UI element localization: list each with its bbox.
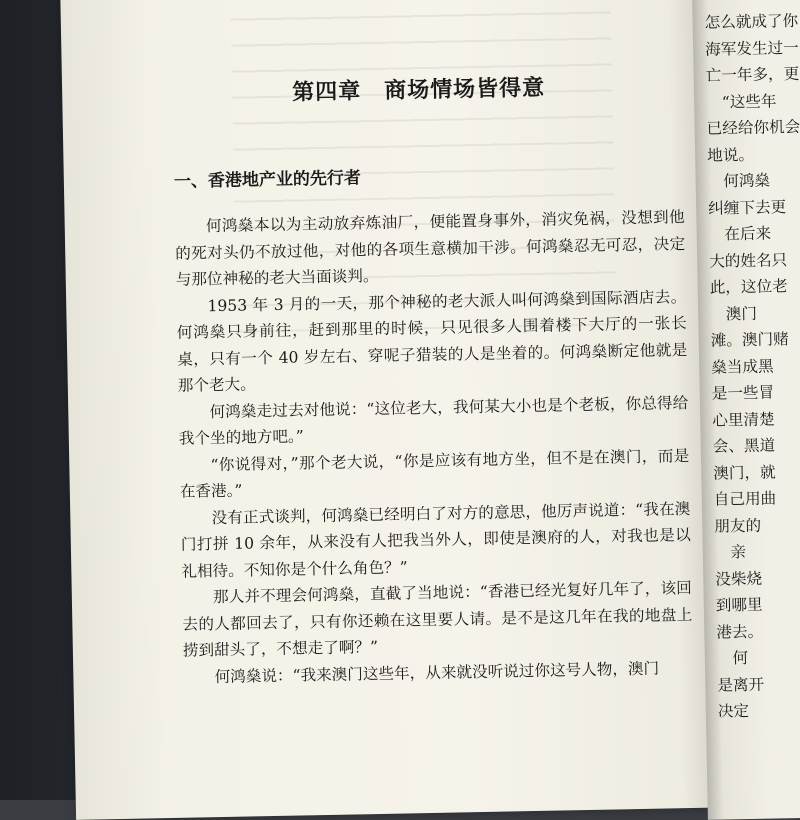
text-line: 自己用曲 xyxy=(713,489,777,509)
text-line: 已经给你机会 xyxy=(706,117,800,138)
section-title: 一、香港地产业的先行者 xyxy=(173,168,362,192)
text-line: 海军发生过一 xyxy=(704,38,799,59)
left-page xyxy=(60,0,736,820)
text-line: 纠缠下去更 xyxy=(708,197,787,218)
text-line: 是一些冒 xyxy=(711,383,775,403)
text-line: 滩。澳门赌 xyxy=(710,330,789,350)
paragraph: 何鸿燊本以为主动放弃炼油厂，便能置身事外，消灾免祸，没想到他的死对头仍不放过他，对他的各项生意横加干涉。何鸿燊忍无可忍，决定与那位神秘的老大当面谈判。 xyxy=(175,208,686,289)
text-line: 澳门，就 xyxy=(713,462,776,483)
text-line: 大的姓名只 xyxy=(709,250,788,271)
text-line: 在后来 xyxy=(724,224,772,244)
text-line: 朋友的 xyxy=(714,516,762,536)
text-line: 会、黑道 xyxy=(712,436,776,456)
text-line: 港去。 xyxy=(716,622,764,642)
right-page xyxy=(692,0,800,820)
text-line: 决定 xyxy=(717,702,750,721)
paragraph: 何鸿燊走过去对他说：“这位老大，我何某大小也是个老板，你总得给我个坐的地方吧。” xyxy=(178,393,689,448)
text-line: 心里清楚 xyxy=(712,409,775,430)
text-line: 何 xyxy=(732,649,749,668)
text-line: 到哪里 xyxy=(715,595,763,615)
text-line: 没柴烧 xyxy=(715,569,763,589)
paragraph: 没有正式谈判，何鸿燊已经明白了对方的意思，他厉声说道：“我在澳门打拼 10 余年，从来没有人把我当外人，即使是澳府的人，对我也是以礼相待。不知你是个什么角色？” xyxy=(180,499,691,581)
paragraph: 1953 年 3 月的一天，那个神秘的老大派人叫何鸿燊到国际酒店去。何鸿燊只身前往，赶到那里的时候，只见很多人围着楼下大厅的一张长桌，只有一个 40 岁左右、穿呢子猎装的人是坐着的。何鸿燊断定他就是那个老大。 xyxy=(176,287,688,395)
text-line: 燊当成黑 xyxy=(711,357,774,377)
text-line: 何鸿燊 xyxy=(723,171,771,191)
chapter-title: 第四章 商场情场皆得意 xyxy=(291,75,546,106)
right-page-text xyxy=(704,7,800,725)
text-line: 此，这位老 xyxy=(709,277,788,297)
text-line: 是离开 xyxy=(717,675,765,695)
text-line: 亲 xyxy=(730,543,747,562)
paragraph: 何鸿燊说：“我来澳门这些年，从来就没听说过你这号人物，澳门 xyxy=(214,659,660,686)
left-page-content xyxy=(170,0,694,691)
text-line: 怎么就成了你 xyxy=(704,11,799,32)
text-line: 澳门 xyxy=(725,304,758,323)
text-line: 亡一年多，更 xyxy=(705,64,800,85)
text-line: “这些年 xyxy=(721,91,777,111)
text-line: 地说。 xyxy=(707,145,755,165)
paragraph: “你说得对，”那个老大说，“你是应该有地方坐，但不是在澳门，而是在香港。” xyxy=(179,446,690,501)
paragraph: 那人并不理会何鸿燊，直截了当地说：“香港已经光复好几年了，该回去的人都回去了，只有你还赖在这里要人请。是不是这几年在我的地盘上捞到甜头了，不想走了啊？” xyxy=(182,578,693,660)
